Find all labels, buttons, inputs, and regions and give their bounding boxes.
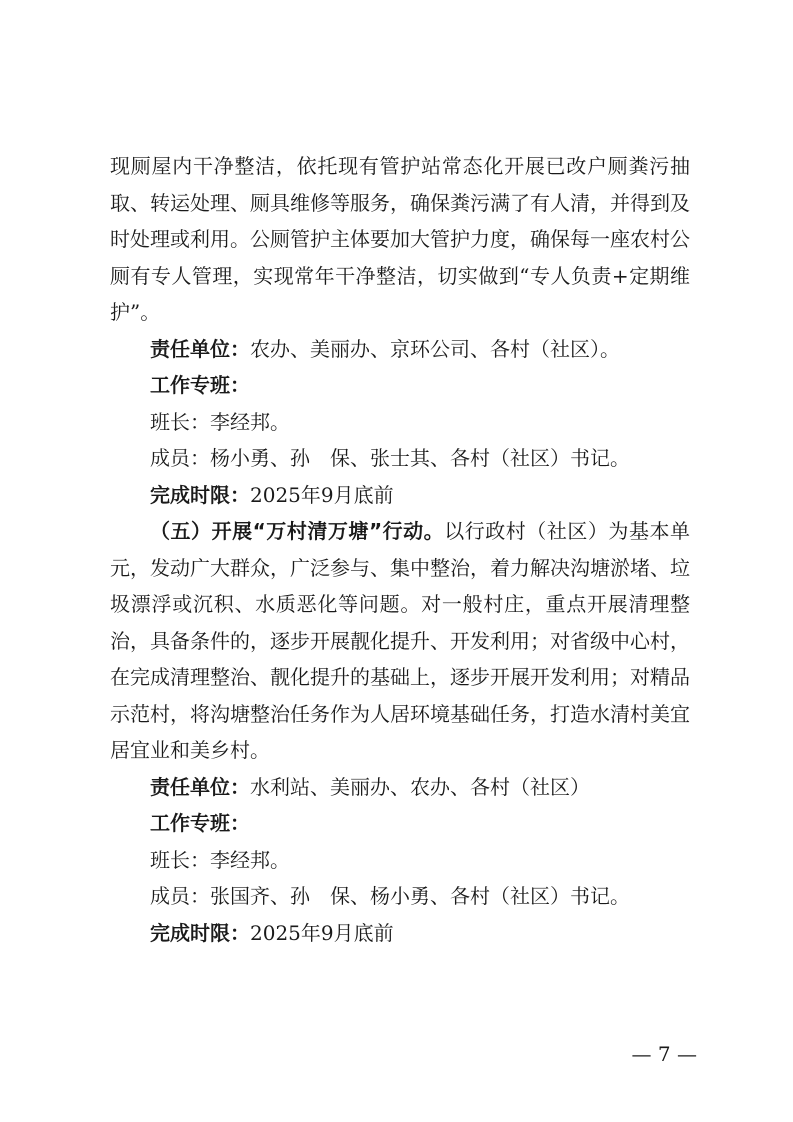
section-5-body: 以行政村（社区）为基本单元，发动广大群众，广泛参与、集中整治，着力解决沟塘淤堵、垃圾漂浮或沉积、水质恶化等问题。对一般村庄，重点开展清理整治，具备条件的，逐步开展靓化提升、开发利用；对省级中心村，在完成清理整治、靓化提升的基础上，逐步开展开发利用；对精品示范村，将沟塘整治任务作为人居环境基础任务，打造水清村美宜居宜业和美乡村。 bbox=[110, 519, 691, 762]
page-content bbox=[110, 148, 690, 951]
deadline-label: 完成时限： bbox=[150, 482, 250, 507]
team-members-2: 成员：张国齐、孙 保、杨小勇、各村（社区）书记。 bbox=[150, 884, 630, 908]
team-leader-1: 班长：李经邦。 bbox=[150, 409, 290, 434]
page-number: — 7 — bbox=[631, 1042, 697, 1066]
work-team-heading-1 bbox=[110, 367, 690, 404]
deadline-label: 完成时限： bbox=[150, 920, 250, 945]
deadline-value: 2025年9月底前 bbox=[250, 920, 394, 945]
section-5-heading: （五）开展“万村清万塘”行动。 bbox=[150, 519, 445, 543]
team-leader-2: 班长：李经邦。 bbox=[150, 847, 290, 872]
deadline-1 bbox=[110, 477, 690, 514]
section-5-paragraph bbox=[110, 513, 690, 769]
responsible-units-value: 水利站、美丽办、农办、各村（社区） bbox=[250, 774, 590, 799]
responsible-units-label: 责任单位： bbox=[150, 774, 250, 799]
responsible-units-2 bbox=[110, 769, 690, 806]
deadline-value: 2025年9月底前 bbox=[250, 482, 394, 507]
work-team-label: 工作专班： bbox=[150, 373, 250, 397]
responsible-units-label: 责任单位： bbox=[150, 336, 250, 361]
deadline-2 bbox=[110, 915, 690, 952]
intro-paragraph: 现厕屋内干净整洁，依托现有管护站常态化开展已改户厕粪污抽取、转运处理、厕具维修等服务，确保粪污满了有人清，并得到及时处理或利用。公厕管护主体要加大管护力度，确保每一座农村公厕有专人管理，实现常年干净整洁，切实做到“专人负责+定期维护”。 bbox=[110, 154, 690, 324]
responsible-units-value: 农办、美丽办、京环公司、各村（社区）。 bbox=[250, 336, 620, 361]
work-team-label: 工作专班： bbox=[150, 811, 250, 835]
team-members-1: 成员：杨小勇、孙 保、张士其、各村（社区）书记。 bbox=[150, 446, 630, 470]
work-team-heading-2 bbox=[110, 805, 690, 842]
responsible-units-1 bbox=[110, 331, 690, 368]
